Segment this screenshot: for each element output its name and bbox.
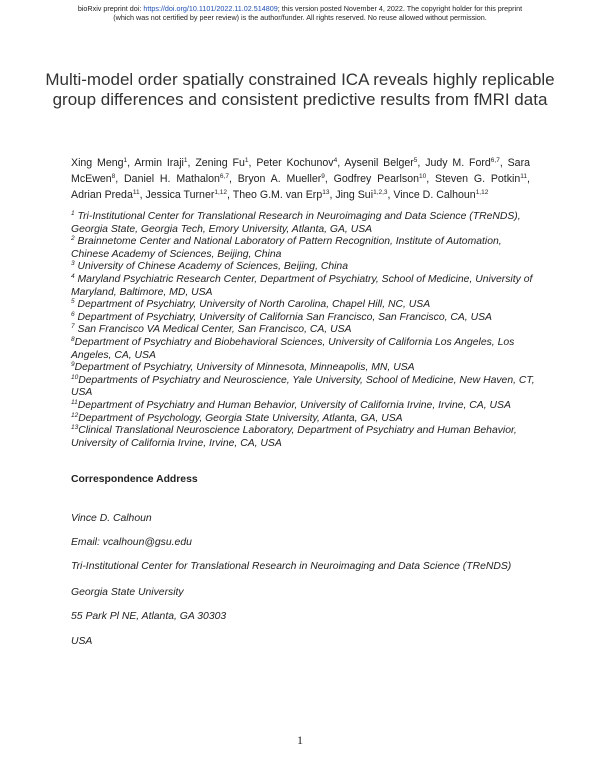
affiliation <box>71 425 541 450</box>
preprint-header-line-1 <box>0 4 600 13</box>
preprint-label: bioRxiv preprint doi: <box>77 4 144 13</box>
author-affiliation-marker: 4 <box>333 157 338 164</box>
author-name: Adrian Preda <box>71 189 133 201</box>
author-affiliation-marker: 1,12 <box>214 189 228 196</box>
author-name: Peter Kochunov <box>256 157 334 169</box>
author <box>344 157 417 169</box>
affiliation-number: 2 <box>71 235 75 243</box>
author-name: Godfrey Pearlson <box>333 173 419 185</box>
author <box>195 157 248 169</box>
affiliation-text: Department of Psychiatry, University of North Carolina, Chapel Hill, NC, USA <box>74 299 431 311</box>
page-number: 1 <box>297 733 303 747</box>
author-affiliation-marker: 1,12 <box>475 189 489 196</box>
affiliation <box>71 312 541 325</box>
affiliation <box>71 299 541 312</box>
affiliation <box>71 375 541 400</box>
author-name: Theo G.M. van Erp <box>232 189 323 201</box>
doi-link[interactable]: https://doi.org/10.1101/2022.11.02.514809 <box>143 4 278 13</box>
author <box>145 189 227 201</box>
author-affiliation-marker: 1 <box>244 157 249 164</box>
paper-title: Multi-model order spatially constrained ICA reveals highly replicable group differences and consistent predictive results from fMRI data <box>45 70 555 109</box>
affiliation-number: 8 <box>71 335 75 343</box>
author-affiliation-marker: 1 <box>183 157 188 164</box>
affiliation <box>71 413 541 426</box>
author-name: Steven G. Potkin <box>435 173 521 185</box>
author-name: Vince D. Calhoun <box>393 189 476 201</box>
affiliation-text: University of Chinese Academy of Sciences, Beijing, China <box>74 261 348 273</box>
contact-country: USA <box>71 636 93 647</box>
author <box>134 157 187 169</box>
affiliation-number: 7 <box>71 323 75 331</box>
affiliation-text: Brainnetome Center and National Laboratory of Pattern Recognition, Institute of Automation, Chinese Academy of Sciences, Beijing, China <box>71 236 502 260</box>
author <box>233 189 330 201</box>
author-affiliation-marker: 11 <box>132 189 140 196</box>
affiliation-text: Department of Psychology, Georgia State University, Atlanta, GA, USA <box>78 412 403 424</box>
author-list: Xing Meng$^1$, Armin Iraji$^1$, Zening Fu$^1$, Peter Kochunov$^4$, Aysenil Belger$^5$, Judy M. Ford$^{6,7}$, Sara McEwen$^8$, Daniel H. Mathalon$^{6,7}$, Bryon A. Mueller$^9$, Godfrey Pearlson$^{10}$, Steven G. Potkin$^{11}$, Adrian Preda$^{11}$, Jessica Turner$^{1,12}$, Theo G.M. van Erp$^{13}$, Jing Sui$^{1,2,3}$, Vince D. Calhoun$^{1,12}$ <box>71 157 530 201</box>
author-name: Aysenil Belger <box>344 157 414 169</box>
affiliation <box>71 362 541 375</box>
affiliation-number: 10 <box>71 373 79 381</box>
author-name: Zening Fu <box>195 157 245 169</box>
affiliation <box>71 400 541 413</box>
affiliation-text: San Francisco VA Medical Center, San Francisco, CA, USA <box>74 324 352 336</box>
author-affiliation-marker: 9 <box>321 173 325 180</box>
preprint-header-line-2: (which was not certified by peer review) is the author/funder. All rights reserved. No reuse allowed without permission. <box>113 13 487 22</box>
affiliation-number: 6 <box>71 310 75 318</box>
affiliation <box>71 261 541 274</box>
author-affiliation-marker: 5 <box>413 157 418 164</box>
affiliation-number: 13 <box>71 424 79 432</box>
author <box>334 173 427 185</box>
author <box>71 157 127 169</box>
affiliation-number: 5 <box>71 298 75 306</box>
author-name: Daniel H. Mathalon <box>124 173 220 185</box>
affiliation-list <box>71 211 541 450</box>
author-affiliation-marker: 10 <box>419 173 427 180</box>
author <box>425 157 500 169</box>
author-name: Jing Sui <box>335 189 374 201</box>
affiliation-text: Maryland Psychiatric Research Center, Department of Psychiatry, School of Medicine, University of Maryland, Baltimore, MD, USA <box>71 273 533 298</box>
author <box>435 173 527 185</box>
author <box>71 189 140 201</box>
author-name: Judy M. Ford <box>425 157 491 169</box>
affiliation <box>71 211 541 236</box>
author <box>124 173 229 185</box>
affiliation-number: 9 <box>71 361 75 369</box>
author-name: Armin Iraji <box>134 157 184 169</box>
affiliation-text: Department of Psychiatry, University of California San Francisco, San Francisco, CA, USA <box>74 311 492 323</box>
author-affiliation-marker: 8 <box>111 173 116 180</box>
author <box>335 189 387 201</box>
contact-institution: Tri-Institutional Center for Translational Research in Neuroimaging and Data Science (TReNDS) <box>71 561 512 572</box>
affiliation <box>71 324 541 337</box>
author-affiliation-marker: 13 <box>322 189 330 196</box>
author-name: Sara McEwen <box>71 157 530 185</box>
affiliation-text: Department of Psychiatry and Human Behavior, University of California Irvine, Irvine, CA, USA <box>77 399 511 411</box>
affiliation-number: 11 <box>71 398 78 406</box>
preprint-posted-note: ; this version posted November 4, 2022. The copyright holder for this preprint <box>277 4 523 13</box>
affiliation-text: Clinical Translational Neuroscience Laboratory, Department of Psychiatry and Human Behavior, University of California Irvine, Irvine, CA, USA <box>71 425 517 449</box>
affiliation-number: 3 <box>71 260 75 268</box>
affiliation-number: 1 <box>71 210 75 217</box>
author <box>256 157 337 169</box>
affiliation-text: Departments of Psychiatry and Neuroscience, Yale University, School of Medicine, New Haven, CT, USA <box>71 374 535 399</box>
author-name: Jessica Turner <box>145 189 215 201</box>
contact-email[interactable]: Email: vcalhoun@gsu.edu <box>71 537 192 548</box>
affiliation-text: Department of Psychiatry and Biobehavioral Sciences, University of California Los Angeles, Los Angeles, CA, USA <box>71 336 515 361</box>
affiliation-text: Department of Psychiatry, University of Minnesota, Minneapolis, MN, USA <box>74 362 415 374</box>
affiliation-number: 12 <box>71 411 79 419</box>
author-name: Xing Meng <box>71 157 124 169</box>
author-affiliation-marker: 11 <box>520 173 528 180</box>
author-affiliation-marker: 6,7 <box>219 173 229 180</box>
contact-address: 55 Park Pl NE, Atlanta, GA 30303 <box>71 611 227 622</box>
affiliation-number: 4 <box>71 272 75 280</box>
author <box>238 173 325 185</box>
preprint-header <box>0 4 600 22</box>
affiliation-text: Tri-Institutional Center for Translational Research in Neuroimaging and Data Science (TReNDS), Georgia State, Georgia Tech, Emory University, Atlanta, GA, USA <box>71 211 521 235</box>
contact-university: Georgia State University <box>71 587 184 598</box>
author-affiliation-marker: 6,7 <box>490 157 500 164</box>
correspondence-heading: Correspondence Address <box>71 474 198 485</box>
contact-name: Vince D. Calhoun <box>71 513 152 524</box>
author-affiliation-marker: 1 <box>123 157 128 164</box>
affiliation <box>71 236 541 261</box>
author-affiliation-marker: 1,2,3 <box>373 189 388 196</box>
author <box>393 189 488 201</box>
author-name: Bryon A. Mueller <box>237 173 322 185</box>
affiliation <box>71 337 541 362</box>
affiliation <box>71 274 541 299</box>
